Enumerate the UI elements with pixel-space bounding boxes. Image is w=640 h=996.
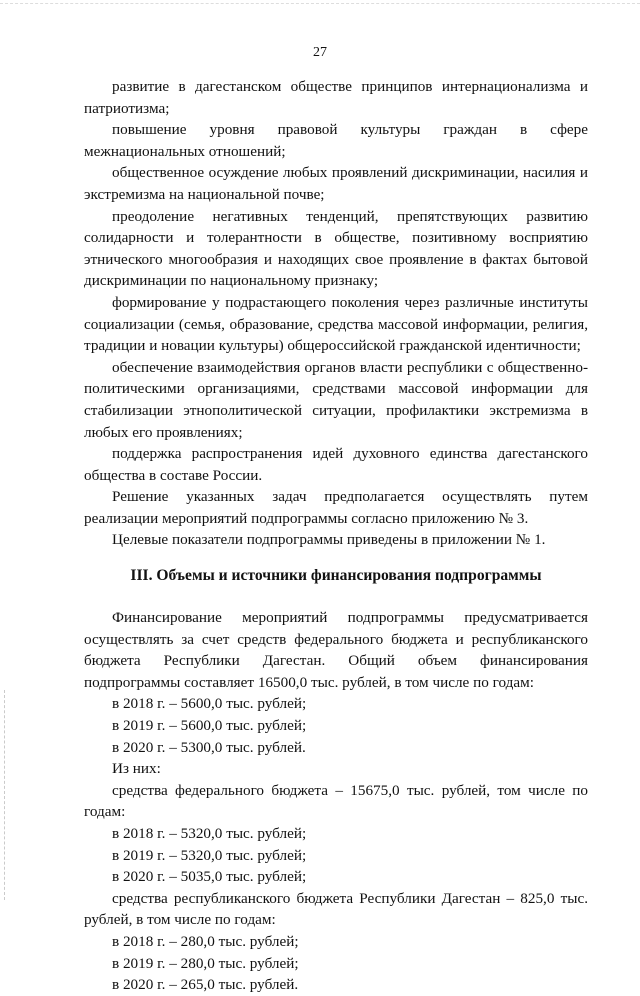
financing-intro: Финансирование мероприятий подпрограммы предусматривается осуществлять за счет средств федерального бюджета и республиканского бюджета Республики Дагестан. Общий объем финансирования подпрограммы составляет 16500,0 тыс. рублей, в том числе по годам: (84, 609, 588, 691)
goal-paragraph: преодоление негативных тенденций, препятствующих развитию солидарности и толерантности в обществе, позитивному восприятию этнического многообразия и находящих свое проявление в фактах бытовой дискриминации по национальному признаку; (84, 207, 588, 290)
federal-year-item: в 2019 г. – 5320,0 тыс. рублей; (112, 846, 307, 864)
goal-paragraph: формирование у подрастающего поколения через различные институты социализации (семья, образование, средства массовой информации, религия, традиции и новации культуры) общероссийской гражданской идентичности; (84, 293, 588, 355)
goal-paragraph: развитие в дагестанском обществе принципов интернационализма и патриотизма; (84, 78, 588, 117)
goal-paragraph: общественное осуждение любых проявлений дискриминации, насилия и экстремизма на национальной почве; (84, 164, 588, 203)
page-number: 27 (313, 45, 327, 60)
republican-year-item: в 2019 г. – 280,0 тыс. рублей; (112, 954, 299, 972)
closing-paragraph: Целевые показатели подпрограммы приведены в приложении № 1. (112, 531, 546, 549)
of-which-label: Из них: (112, 760, 161, 778)
goal-paragraph: обеспечение взаимодействия органов власти республики с общественно-политическими организациями, средствами массовой информации для стабилизации этнополитической ситуации, профилактики экстремизма в любых его проявлениях; (84, 358, 588, 441)
document-body (84, 76, 588, 996)
goal-paragraph: поддержка распространения идей духовного единства дагестанского общества в составе России. (84, 445, 588, 484)
section-heading: III. Объемы и источники финансирования подпрограммы (130, 567, 542, 585)
total-year-item: в 2018 г. – 5600,0 тыс. рублей; (112, 695, 307, 713)
republican-year-item: в 2018 г. – 280,0 тыс. рублей; (112, 932, 299, 950)
closing-paragraph: Решение указанных задач предполагается осуществлять путем реализации мероприятий подпрограммы согласно приложению № 3. (84, 488, 588, 527)
goal-paragraph: повышение уровня правовой культуры граждан в сфере межнациональных отношений; (84, 121, 588, 160)
scan-edge-top (0, 3, 640, 4)
total-year-item: в 2019 г. – 5600,0 тыс. рублей; (112, 717, 307, 735)
republican-year-item: в 2020 г. – 265,0 тыс. рублей. (112, 976, 299, 994)
federal-year-item: в 2018 г. – 5320,0 тыс. рублей; (112, 825, 307, 842)
total-year-item: в 2020 г. – 5300,0 тыс. рублей. (112, 738, 306, 756)
federal-budget-paragraph: средства федерального бюджета – 15675,0 тыс. рублей, том числе по годам: (84, 781, 588, 821)
federal-year-item: в 2020 г. – 5035,0 тыс. рублей; (112, 868, 307, 886)
scan-edge-left (4, 690, 5, 900)
republican-budget-paragraph: средства республиканского бюджета Республики Дагестан – 825,0 тыс. рублей, в том числе по годам: (84, 889, 588, 929)
